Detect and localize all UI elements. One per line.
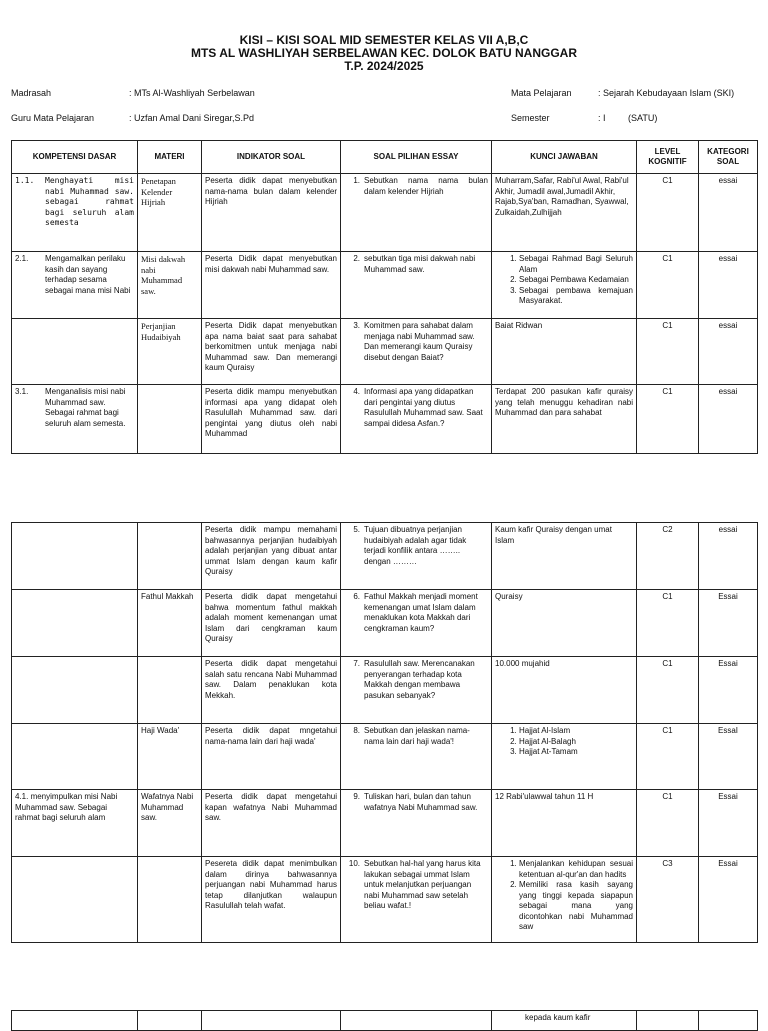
level-cell [637, 1011, 699, 1031]
doc-title-line2: MTS AL WASHLIYAH SERBELAWAN KEC. DOLOK BATU NANGGAR [190, 46, 577, 60]
kd-number: 2.1. [15, 254, 29, 263]
kunci-cell [492, 857, 637, 943]
mapel-value: : Sejarah Kebudayaan Islam (SKI) [598, 88, 735, 98]
col-header-kategori: KATEGORI SOAL [699, 141, 758, 174]
kd-number: 1.1. [15, 176, 35, 185]
col-header-level: LEVEL KOGNITIF [637, 141, 699, 174]
guru-label: Guru Mata Pelajaran [11, 113, 95, 123]
table-row [12, 657, 758, 724]
indikator-cell: Pesereta didik dapat menimbulkan dalam dirinya bahwasannya perjuangan nabi Muhammad harus tetap dilanjutkan walaupun Rasulullah telah wafat. [202, 857, 341, 943]
kd-cell [12, 319, 138, 385]
materi-cell: Haji Wada' [138, 724, 202, 790]
semester-note: (SATU) [628, 113, 658, 123]
table-row [12, 857, 758, 943]
soal-number: 7. [353, 659, 360, 668]
mapel-label: Mata Pelajaran [511, 88, 572, 98]
table-row [12, 724, 758, 790]
level-cell: C1 [637, 590, 699, 657]
soal-cell [341, 385, 492, 454]
kategori-cell: EssaI [699, 724, 758, 790]
kd-text: Menganalisis misi nabi Muhammad saw. Sebagai rahmat bagi seluruh alam semesta. [45, 387, 126, 428]
level-cell: C1 [637, 252, 699, 319]
indikator-cell: Peserta didik dapat menyebutkan nama-nama bulan dalam kelender Hijriah [202, 174, 341, 252]
table-row [12, 523, 758, 590]
soal-number: 10. [348, 859, 360, 868]
soal-cell [341, 790, 492, 857]
soal-number: 3. [353, 321, 360, 330]
kategori-cell: Essai [699, 590, 758, 657]
materi-cell [138, 385, 202, 454]
materi-cell: Fathul Makkah [138, 590, 202, 657]
soal-text: Fathul Makkah menjadi moment kemenangan umat Islam dalam menaklukan kota Makkah dari cengkraman kaum? [364, 592, 478, 633]
kd-cell [12, 724, 138, 790]
kategori-cell [699, 1011, 758, 1031]
kunci-item: 1. Hajjat Al-Islam [519, 726, 633, 737]
kd-cell [12, 657, 138, 724]
level-cell: C1 [637, 790, 699, 857]
kategori-cell: Essai [699, 857, 758, 943]
soal-text: Sebutkan dan jelaskan nama-nama lain dari haji wada'! [364, 726, 470, 746]
table-row [12, 790, 758, 857]
kunci-cell [492, 252, 637, 319]
level-cell: C2 [637, 523, 699, 590]
table-row [12, 174, 758, 252]
soal-cell [341, 590, 492, 657]
materi-cell: Misi dakwah nabi Muhammad saw. [138, 252, 202, 319]
soal-number: 4. [353, 387, 360, 396]
indikator-cell: Peserta Didik dapat menyebutkan misi dakwah nabi Muhammad saw. [202, 252, 341, 319]
soal-cell [341, 523, 492, 590]
soal-text: Sebutkan nama nama bulan dalam kelender Hijriah [364, 176, 488, 196]
kunci-cell: Terdapat 200 pasukan kafir quraisy yang telah menuggu kehadiran nabi Muhammad dan para sahabat [492, 385, 637, 454]
table-row [12, 319, 758, 385]
kd-cell [12, 857, 138, 943]
materi-cell: Wafatnya Nabi Muhammad saw. [138, 790, 202, 857]
soal-text: Komitmen para sahabat dalam menjaga nabi Muhammad saw. Dan memerangi kaum Quraisy disebut dengan Baiat? [364, 321, 475, 362]
table-row [12, 252, 758, 319]
kd-cell [12, 1011, 138, 1031]
level-cell: C1 [637, 724, 699, 790]
guru-value: : Uzfan Amal Dani Siregar,S.Pd [129, 113, 255, 123]
level-cell: C1 [637, 174, 699, 252]
soal-number: 6. [353, 592, 360, 601]
kunci-cell: 12 Rabi'ulawwal tahun 11 H [492, 790, 637, 857]
indikator-cell: Peserta didik dapat mengetahui bahwa momentum fathul makkah adalah moment kemenangan umat Islam dari cengkraman kaum Quraisy [202, 590, 341, 657]
doc-title-line3: T.P. 2024/2025 [344, 59, 424, 73]
semester-value: : I [598, 113, 606, 123]
table-row [12, 1011, 758, 1031]
materi-cell [138, 657, 202, 724]
kd-number: 3.1. [15, 387, 29, 396]
soal-text: sebutkan tiga misi dakwah nabi Muhammad saw. [364, 254, 476, 274]
kunci-cell: Baiat Ridwan [492, 319, 637, 385]
level-cell: C3 [637, 857, 699, 943]
kisi-table-page1 [11, 140, 758, 454]
kunci-item: 2. Hajjat Al-Balagh [519, 737, 633, 748]
kunci-cell: Kaum kafir Quraisy dengan umat Islam [492, 523, 637, 590]
soal-number: 8. [353, 726, 360, 735]
kd-cell [12, 385, 138, 454]
soal-cell [341, 319, 492, 385]
soal-cell [341, 857, 492, 943]
indikator-cell: Peserta didik mampu memahami bahwasannya perjanjian hudaibiyah adalah perjanjian yang dibuat antar ummat Islam dengan kaum kafir Quraisy [202, 523, 341, 590]
kd-cell [12, 252, 138, 319]
soal-text: Rasulullah saw. Merencanakan penyerangan terhadap kota Makkah dengan membawa pasukan sebanyak? [364, 659, 475, 700]
kunci-item: 1. Menjalankan kehidupan sesuai ketentuan al-qur'an dan hadits [519, 859, 633, 880]
indikator-cell: Peserta didik dapat mngetahui nama-nama lain dari haji wada' [202, 724, 341, 790]
kd-text: Menghayati misi nabi Muhammad saw. sebagai rahmat bagi seluruh alam semesta [45, 176, 134, 227]
madrasah-label: Madrasah [11, 88, 52, 98]
kategori-cell: essai [699, 523, 758, 590]
soal-number: 2. [353, 254, 360, 263]
semester-label: Semester [511, 113, 550, 123]
kategori-cell: essai [699, 385, 758, 454]
level-cell: C1 [637, 657, 699, 724]
table-row [12, 590, 758, 657]
level-cell: C1 [637, 319, 699, 385]
soal-text: Tujuan dibuatnya perjanjian hudaibiyah adalah agar tidak terjadi konfilik antara …….. dengan ……… [364, 525, 467, 566]
kisi-table-page3 [11, 1010, 758, 1031]
materi-cell [138, 523, 202, 590]
col-header-kompetensi: KOMPETENSI DASAR [12, 141, 138, 174]
kd-text: Mengamalkan perilaku kasih dan sayang terhadap sesama sebagai mana misi Nabi [45, 254, 131, 295]
kisi-table-page2 [11, 522, 758, 943]
kunci-item: 1. Sebagai Rahmad Bagi Seluruh Alam [519, 254, 633, 275]
kategori-cell: essai [699, 174, 758, 252]
soal-cell [341, 252, 492, 319]
kd-cell [12, 174, 138, 252]
kd-cell [12, 523, 138, 590]
kategori-cell: essai [699, 252, 758, 319]
indikator-cell: Peserta didik dapat mengetahui salah satu rencana Nabi Muhammad saw. Dalam penaklukan kota Mekkah. [202, 657, 341, 724]
soal-cell [341, 174, 492, 252]
soal-text: Tuliskan hari, bulan dan tahun wafatnya Nabi Muhammad saw. [364, 792, 478, 812]
materi-cell [138, 857, 202, 943]
col-header-kunci: KUNCI JAWABAN [492, 141, 637, 174]
kategori-cell: Essai [699, 657, 758, 724]
kunci-item: 2. Memiliki rasa kasih sayang yang tinggi kepada siapapun sebagai mana yang dicontohkan nabi Muhammad saw [519, 880, 633, 933]
kategori-cell: Essai [699, 790, 758, 857]
kunci-cell: kepada kaum kafir [492, 1011, 637, 1031]
kunci-item: 3. Sebagai pembawa kemajuan Masyarakat. [519, 286, 633, 307]
soal-cell [341, 724, 492, 790]
level-cell: C1 [637, 385, 699, 454]
kd-cell [12, 590, 138, 657]
soal-number: 9. [353, 792, 360, 801]
materi-cell: Perjanjian Hudaibiyah [138, 319, 202, 385]
table-header-row [12, 141, 758, 174]
doc-title-line1: KISI – KISI SOAL MID SEMESTER KELAS VII A,B,C [239, 33, 529, 47]
soal-cell [341, 1011, 492, 1031]
soal-number: 5. [353, 525, 360, 534]
indikator-cell: Peserta Didik dapat menyebutkan apa nama baiat saat para sahabat berkomitmen untuk menjaga nabi Muhammad saw. Dan memerangi kaum Quraisy [202, 319, 341, 385]
indikator-cell: Peserta didik mampu menyebutkan informasi apa yang didapat oleh Rasulullah Muhammad saw. dari pengintai yang diutus oleh nabi Muhammad [202, 385, 341, 454]
materi-cell: Penetapan Kelender Hijriah [138, 174, 202, 252]
kd-cell: 4.1. menyimpulkan misi Nabi Muhammad saw. Sebagai rahmat bagi seluruh alam [12, 790, 138, 857]
col-header-materi: MATERI [138, 141, 202, 174]
indikator-cell [202, 1011, 341, 1031]
kunci-cell: Quraisy [492, 590, 637, 657]
table-row [12, 385, 758, 454]
madrasah-value: : MTs Al-Washliyah Serbelawan [129, 88, 255, 98]
kunci-cell [492, 724, 637, 790]
col-header-soal: SOAL PILIHAN ESSAY [341, 141, 492, 174]
kunci-item: 3. Hajjat At-Tamam [519, 747, 633, 758]
kunci-cell: 10.000 mujahid [492, 657, 637, 724]
soal-number: 1. [353, 176, 360, 185]
kategori-cell: essai [699, 319, 758, 385]
kunci-cell: Muharram,Safar, Rabi'ul Awal, Rabi'ul Akhir, Jumadil awal,Jumadil Akhir, Rajab,Sya'ban, Ramadhan, Syawwal, Zulkaidah,Zulhijjah [492, 174, 637, 252]
materi-cell [138, 1011, 202, 1031]
soal-cell [341, 657, 492, 724]
kunci-item: 2. Sebagai Pembawa Kedamaian [519, 275, 633, 286]
soal-text: Sebutkan hal-hal yang harus kita lakukan sebagai ummat Islam untuk melanjutkan perjuangan nabi Muhammad saw setelah beliau wafat.! [364, 859, 481, 910]
indikator-cell: Peserta didik dapat mengetahui kapan wafatnya Nabi Muhammad saw. [202, 790, 341, 857]
soal-text: Informasi apa yang didapatkan dari pengintai yang diutus Rasulullah Muhammad saw. Saat sampai didesa Asfan.? [364, 387, 483, 428]
col-header-indikator: INDIKATOR SOAL [202, 141, 341, 174]
